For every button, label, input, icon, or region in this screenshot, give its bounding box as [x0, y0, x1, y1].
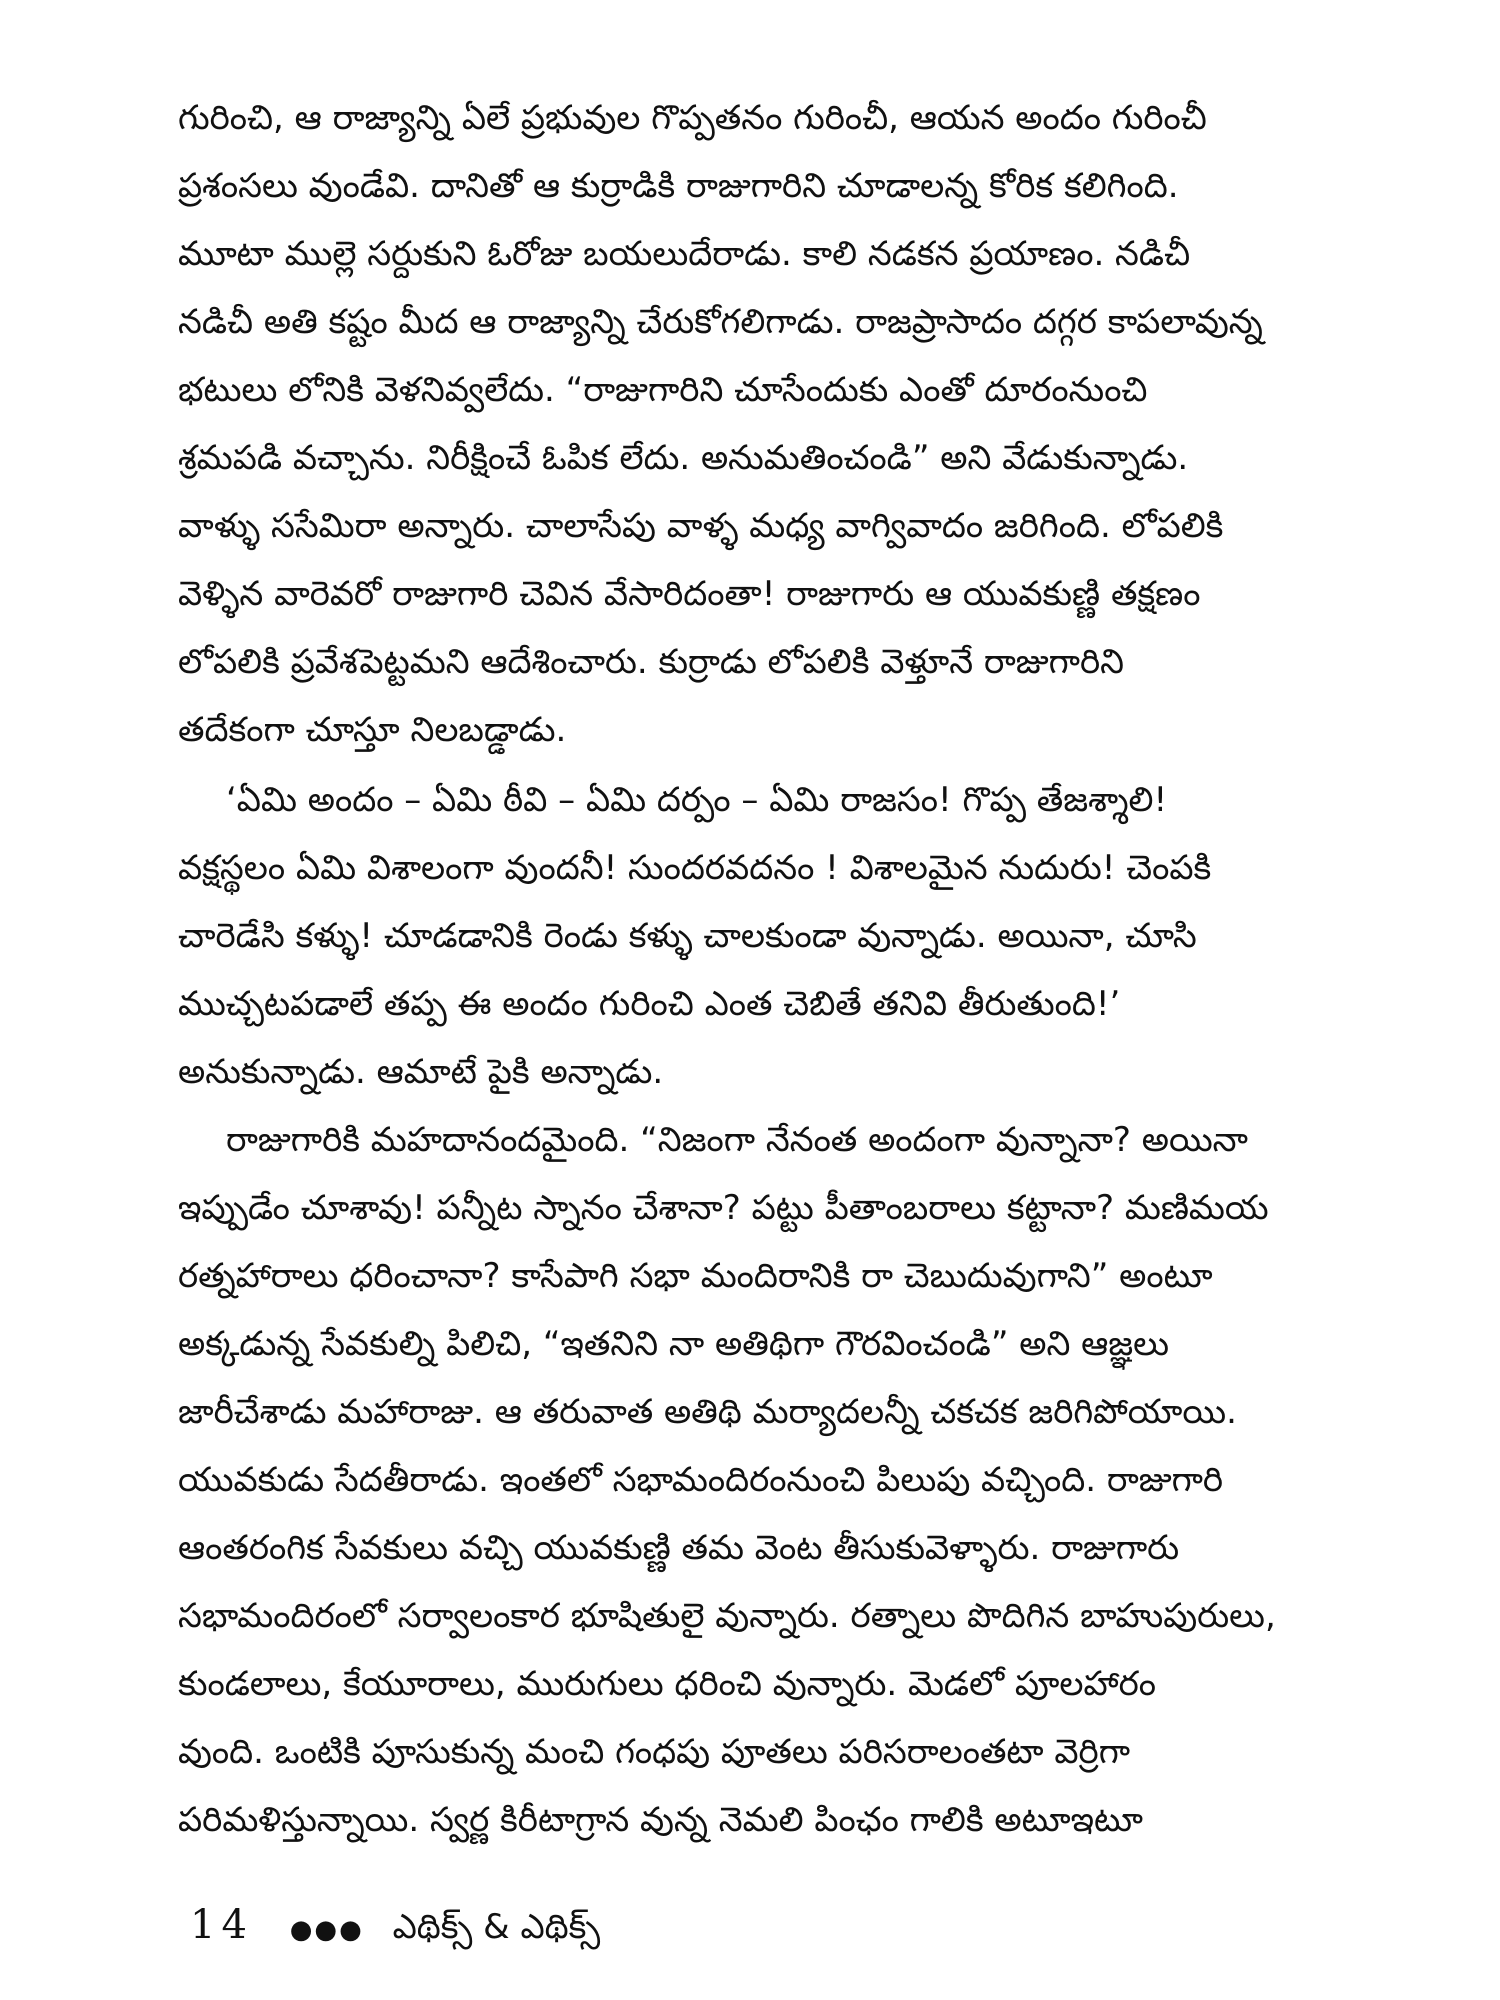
- text-line: శ్రమపడి వచ్చాను. నిరీక్షించే ఓపిక లేదు. అనుమతించండి” అని వేడుకున్నాడు.: [178, 438, 1189, 478]
- text-line: భటులు లోనికి వెళనివ్వలేదు. “రాజుగారిని చూసేందుకు ఎంతో దూరంనుంచి: [178, 370, 1148, 410]
- text-line: అక్కడున్న సేవకుల్ని పిలిచి, “ఇతనిని నా అతిథిగా గౌరవించండి” అని ఆజ్ఞలు: [178, 1324, 1169, 1364]
- text-line: మూటా ముల్లె సర్దుకుని ఓరోజు బయలుదేరాడు. కాలి నడకన ప్రయాణం. నడిచీ: [178, 234, 1191, 274]
- text-line: ముచ్చటపడాలే తప్ప ఈ అందం గురించి ఎంత చెబితే తనివి తీరుతుంది!’: [178, 984, 1121, 1024]
- text-line: వెళ్ళిన వారెవరో రాజుగారి చెవిన వేసారిదంతా! రాజుగారు ఆ యువకుణ్ణి తక్షణం: [178, 574, 1201, 614]
- text-line: కుండలాలు, కేయూరాలు, మురుగులు ధరించి వున్నారు. మెడలో పూలహారం: [178, 1664, 1157, 1704]
- text-line: ప్రశంసలు వుండేవి. దానితో ఆ కుర్రాడికి రాజుగారిని చూడాలన్న కోరిక కలిగింది.: [178, 166, 1179, 206]
- paragraph-1: [178, 84, 1318, 764]
- text-line: తదేకంగా చూస్తూ నిలబడ్డాడు.: [178, 710, 567, 750]
- footer-separator: ●●●: [289, 1915, 364, 1945]
- text-line: వాళ్ళు ససేమిరా అన్నారు. చాలాసేపు వాళ్ళ మధ్య వాగ్వివాదం జరిగింది. లోపలికి: [178, 506, 1224, 546]
- page-footer: [190, 1895, 600, 1955]
- text-line: వుంది. ఒంటికి పూసుకున్న మంచి గంధపు పూతలు పరిసరాలంతటా వెర్రిగా: [178, 1732, 1131, 1772]
- text-line: రత్నహారాలు ధరించానా? కాసేపాగి సభా మందిరానికి రా చెబుదువుగాని” అంటూ: [178, 1256, 1213, 1296]
- text-line: నడిచీ అతి కష్టం మీద ఆ రాజ్యాన్ని చేరుకోగలిగాడు. రాజప్రాసాదం దగ్గర కాపలావున్న: [178, 302, 1263, 342]
- text-line: పరిమళిస్తున్నాయి. స్వర్ణ కిరీటాగ్రాన వున్న నెమలి పింఛం గాలికి అటూఇటూ: [178, 1800, 1143, 1840]
- text-line: వక్షస్థలం ఏమి విశాలంగా వుందనీ! సుందరవదనం ! విశాలమైన నుదురు! చెంపకి: [178, 848, 1212, 888]
- text-line: ‘ఏమి అందం – ఏమి ఠీవి – ఏమి దర్పం – ఏమి రాజసం! గొప్ప తేజశ్శాలి!: [226, 780, 1168, 820]
- page-number: 14: [190, 1902, 253, 1948]
- text-line: అనుకున్నాడు. ఆమాటే పైకి అన్నాడు.: [178, 1052, 664, 1092]
- text-line: గురించి, ఆ రాజ్యాన్ని ఏలే ప్రభువుల గొప్పతనం గురించీ, ఆయన అందం గురించీ: [178, 98, 1207, 138]
- text-line: జారీచేశాడు మహారాజు. ఆ తరువాత అతిథి మర్యాదలన్నీ చకచక జరిగిపోయాయి.: [178, 1392, 1237, 1432]
- text-line: లోపలికి ప్రవేశపెట్టమని ఆదేశించారు. కుర్రాడు లోపలికి వెళ్తూనే రాజుగారిని: [178, 642, 1125, 682]
- text-line: ఆంతరంగిక సేవకులు వచ్చి యువకుణ్ణి తమ వెంట తీసుకువెళ్ళారు. రాజుగారు: [178, 1528, 1180, 1568]
- text-line: సభామందిరంలో సర్వాలంకార భూషితులై వున్నారు. రత్నాలు పొదిగిన బాహుపురులు,: [178, 1596, 1276, 1636]
- text-line: ఇప్పుడేం చూశావు! పన్నీట స్నానం చేశానా? పట్టు పీతాంబరాలు కట్టానా? మణిమయ: [178, 1188, 1269, 1228]
- paragraph-3: [178, 1106, 1318, 1854]
- text-line: రాజుగారికి మహదానందమైంది. “నిజంగా నేనంత అందంగా వున్నానా? అయినా: [226, 1120, 1249, 1160]
- book-title: ఎథిక్స్ & ఎథిక్స్: [392, 1907, 601, 1947]
- text-line: యువకుడు సేదతీరాడు. ఇంతలో సభామందిరంనుంచి పిలుపు వచ్చింది. రాజుగారి: [178, 1460, 1224, 1500]
- text-line: చారెడేసి కళ్ళు! చూడడానికి రెండు కళ్ళు చాలకుండా వున్నాడు. అయినా, చూసి: [178, 916, 1197, 956]
- paragraph-2: [178, 766, 1318, 1106]
